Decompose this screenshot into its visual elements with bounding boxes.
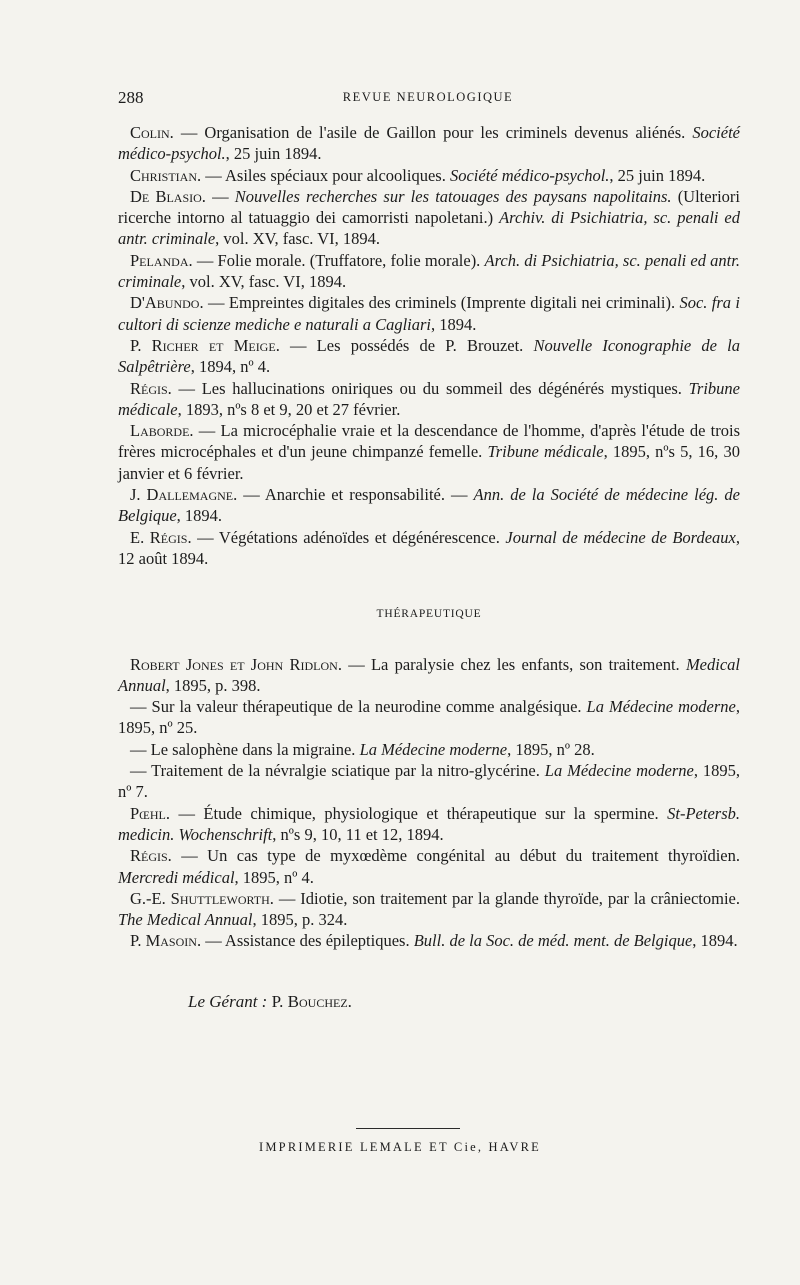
entry-citation: The Medical Annual xyxy=(118,910,253,930)
gerant-signature xyxy=(188,992,352,1012)
entry-text: , 1895, nº 28. xyxy=(507,739,595,759)
entry-text: . — Folie morale. (Truffatore, folie morale). xyxy=(188,250,485,270)
entry-citation: La Médecine moderne xyxy=(544,761,694,781)
page-number: 288 xyxy=(118,88,144,107)
entry-text: , 1895, nº 4. xyxy=(234,867,314,887)
page-header xyxy=(118,88,738,112)
bibliography-entry xyxy=(118,292,740,335)
bibliography-entry xyxy=(118,930,740,951)
section-heading: THÉRAPEUTIQUE xyxy=(376,608,482,621)
entry-text: . — Idiotie, son traitement par la glande thyroïde, par la crâniectomie. xyxy=(269,888,741,908)
entry-text: . — La paralysie chez les enfants, son traitement. xyxy=(337,654,686,674)
bibliography-entry xyxy=(118,739,740,760)
gerant-name-prefix: P. xyxy=(271,992,284,1011)
gerant-period: . xyxy=(347,992,352,1011)
entry-text: , nºs 9, 10, 11 et 12, 1894. xyxy=(272,824,444,844)
bibliography-entry xyxy=(118,803,740,846)
entry-citation: Ann. de la Société de médecine lég. de Belgique xyxy=(118,485,740,526)
entry-text: . — Anarchie et responsabilité. — xyxy=(233,485,474,505)
entry-citation: La Médecine moderne xyxy=(359,739,508,759)
entry-citation: Tribune médicale xyxy=(118,378,740,419)
bibliography-entry xyxy=(118,186,740,250)
entry-citation: Medical Annual xyxy=(118,654,740,695)
therapeutics-section xyxy=(118,654,740,952)
entry-citation: St-Petersb. medicin. Wochenschrift xyxy=(118,803,740,844)
bibliography-entry xyxy=(118,484,740,527)
bibliography-entry xyxy=(118,845,740,888)
entry-author: De Blasio xyxy=(130,186,202,206)
entry-text: . — Assistance des épileptiques. xyxy=(196,931,414,951)
entry-author: E. Régis xyxy=(130,527,188,547)
entry-text: . — La microcéphalie vraie et la descendance de l'homme, d'après l'étude de trois frères microcéphales et d'un jeune chimpanzé femelle. xyxy=(118,421,740,462)
bibliography-entry xyxy=(118,888,740,931)
entry-text: , 12 août 1894. xyxy=(118,527,740,568)
entry-text: , 1893, nºs 8 et 9, 20 et 27 février. xyxy=(177,399,401,419)
bibliography-entry xyxy=(118,696,740,739)
entry-citation: Nouvelle Iconographie de la Salpêtrière xyxy=(118,335,741,377)
entry-author: P. Richer et Meige xyxy=(130,335,276,355)
entry-text: , 1895, nºs 5, 16, 30 janvier et 6 février. xyxy=(118,442,740,483)
entry-text: , 1895, p. 398. xyxy=(165,675,261,695)
entry-text: , 1895, nº 25. xyxy=(118,697,740,738)
entry-citation: Tribune médicale xyxy=(487,442,604,462)
entry-text: . — Empreintes digitales des criminels (Imprente digitali nei criminali). xyxy=(199,293,680,313)
entry-text: , 1894. xyxy=(692,931,738,951)
entry-text: . — Un cas type de myxœdème congénital au début du traitement thyroïdien. xyxy=(167,846,740,866)
entry-text: . — xyxy=(201,186,235,206)
entry-author: Pœhl xyxy=(130,803,166,823)
bibliography-entry xyxy=(118,335,740,378)
bibliography-entry xyxy=(118,122,740,165)
body-text xyxy=(118,122,740,952)
bibliography-entry xyxy=(118,165,740,186)
bibliography-entry xyxy=(118,760,740,803)
entry-citation: La Médecine moderne xyxy=(586,697,736,717)
entry-author: Colin xyxy=(130,123,170,142)
entry-text: . — Végétations adénoïdes et dégénérescence. xyxy=(187,527,506,547)
entry-text: , 1895, nº 7. xyxy=(118,761,741,802)
entry-text: , 25 juin 1894. xyxy=(225,144,322,164)
entry-text: — Le salophène dans la migraine. xyxy=(130,739,360,759)
entry-author: Pelanda xyxy=(130,250,189,270)
entry-author: P. Masoin xyxy=(130,931,197,951)
entry-citation: Archiv. di Psichiatria, sc. penali ed antr. criminale xyxy=(118,208,741,249)
entry-text: (Ulteriori ricerche intorno al tatuaggio dei camorristi napoletani.) xyxy=(118,186,741,228)
printer-imprint: IMPRIMERIE LEMALE ET Cie, HAVRE xyxy=(259,1140,541,1154)
entry-text: , 1894, nº 4. xyxy=(190,357,271,377)
entry-citation: Société médico-psychol. xyxy=(449,165,610,185)
entry-text: , 1894. xyxy=(431,314,477,334)
entry-text: . — Asiles spéciaux pour alcooliques. xyxy=(197,165,450,185)
gerant-name: Bouchez xyxy=(287,992,348,1011)
gerant-label: Le Gérant : xyxy=(188,992,268,1011)
entry-citation: Nouvelles recherches sur les tatouages des paysans napolitains. xyxy=(234,186,672,206)
entry-text: , 1895, p. 324. xyxy=(252,910,348,930)
entry-author: Laborde xyxy=(130,421,190,441)
entry-text: — Sur la valeur thérapeutique de la neurodine comme analgésique. xyxy=(130,697,587,717)
entry-author: Régis xyxy=(130,378,168,398)
bibliography-entry xyxy=(118,250,740,293)
entry-text: . — Organisation de l'asile de Gaillon pour les criminels devenus aliénés. xyxy=(169,123,693,142)
entry-citation: Société médico-psychol. xyxy=(118,123,740,164)
entry-citation: Bull. de la Soc. de méd. ment. de Belgique xyxy=(413,931,693,951)
entry-author: Robert Jones et John Ridlon xyxy=(130,654,338,674)
entry-citation: Soc. fra i cultori di scienze mediche e naturali a Cagliari xyxy=(118,293,740,334)
bibliography-entry xyxy=(118,420,740,484)
entry-author: Régis xyxy=(130,846,168,866)
entry-citation: Arch. di Psichiatria, sc. penali ed antr. criminale xyxy=(118,250,740,292)
bibliography-section xyxy=(118,122,740,569)
footer-rule xyxy=(356,1128,460,1129)
entry-author: D'Abundo xyxy=(130,293,200,313)
entry-text: , 1894. xyxy=(176,506,223,526)
bibliography-entry xyxy=(118,527,740,570)
entry-author: J. Dallemagne xyxy=(130,485,234,505)
bibliography-entry xyxy=(118,654,740,697)
running-title: REVUE NEUROLOGIQUE xyxy=(342,90,514,104)
entry-citation: Mercredi médical xyxy=(118,867,235,887)
entry-author: G.-E. Shuttleworth xyxy=(130,888,270,908)
entry-text: . — Étude chimique, physiologique et thérapeutique sur la spermine. xyxy=(165,803,668,823)
entry-text: , 25 juin 1894. xyxy=(609,165,706,185)
entry-citation: Journal de médecine de Bordeaux xyxy=(505,527,736,547)
entry-text: , vol. XV, fasc. VI, 1894. xyxy=(181,272,347,292)
entry-text: . — Les hallucinations oniriques ou du sommeil des dégénérés mystiques. xyxy=(167,378,689,398)
bibliography-entry xyxy=(118,378,740,421)
entry-text: . — Les possédés de P. Brouzet. xyxy=(275,335,534,355)
entry-text: , vol. XV, fasc. VI, 1894. xyxy=(215,229,381,249)
entry-author: Christian xyxy=(130,165,198,185)
entry-text: — Traitement de la névralgie sciatique par la nitro-glycérine. xyxy=(130,761,545,781)
